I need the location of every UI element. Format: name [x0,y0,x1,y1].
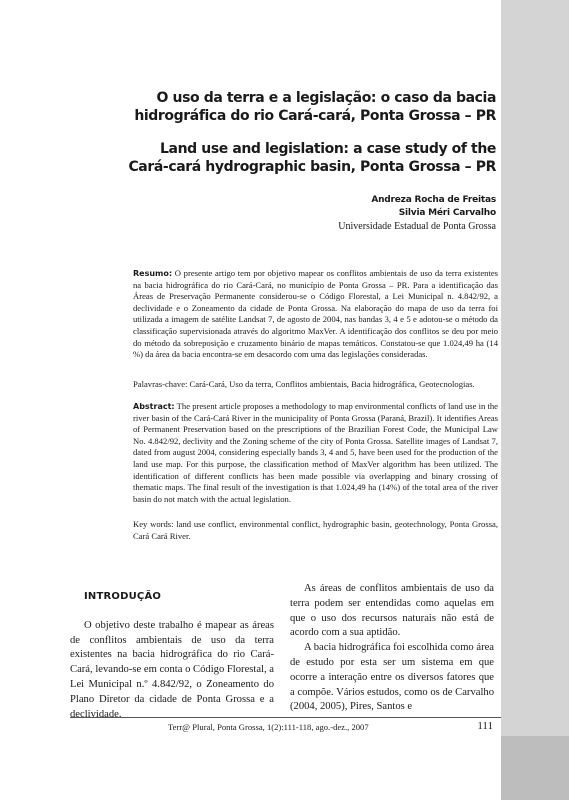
title-portuguese [134,89,496,125]
title-en-line: Cará-cará hydrographic basin, Ponta Grossa – PR [128,159,496,175]
footer-citation: Terr@ Plural, Ponta Grossa, 1(2):111-118, ago.-dez., 2007 [168,722,369,732]
author-name: Silvia Méri Carvalho [398,208,496,218]
abstract-label: Abstract: [133,402,175,411]
body-column-right [290,582,494,715]
page-number: 111 [477,720,493,732]
abstract-paragraph [133,401,498,505]
title-pt-line: hidrográfica do rio Cará-cará, Ponta Grossa – PR [134,108,496,124]
resumo-paragraph [133,268,498,361]
title-pt-line: O uso da terra e a legislação: o caso da bacia [156,90,496,106]
section-heading-introducao: INTRODUÇÃO [84,591,162,602]
resumo-label: Resumo: [133,269,173,278]
keywords: Key words: land use conflict, environmental conflict, hydrographic basin, geotechnology, Ponta Grossa, Cará Cará River. [133,519,498,541]
author-name: Andreza Rocha de Freitas [371,195,496,205]
body-paragraph: O objetivo deste trabalho é mapear as áreas de conflitos ambientais de uso da terra existentes na bacia hidrográfica do rio Cará-Cará, levando-se em conta o Código Florestal, a Lei Municipal n.º 4.842/92, o Zoneamento do Plano Diretor da cidade de Ponta Grossa e a declividade. [70,619,274,720]
institution: Universidade Estadual de Ponta Grossa [338,221,496,232]
side-bar-bottom [501,736,569,800]
title-english [128,140,496,176]
body-paragraph: As áreas de conflitos ambientais de uso da terra podem ser entendidas como aquelas em que o uso dos recursos naturais não está de acordo com a sua aptidão. [290,583,494,639]
footer-rule [70,717,501,718]
side-bar [501,0,569,800]
abstract-text: The present article proposes a methodology to map environmental conflicts of land use in the river basin of the Cará-Cará River in the municipality of Ponta Grossa (Paraná, Brazil). It identifies Areas of Permanent Preservation based on the prescriptions of the Brazilian Forest Code, the Municipal Law No. 4.842/92, declivity and the Zoning scheme of the city of Ponta Grossa. Satellite images of Landsat 7, dated from august 2004, considering especially bands 3, 4 and 5, have been used for the production of the land use map. For this purpose, the classification method of MaxVer algorithm has been utilized. The identification of different conflicts has been made possible via overlapping and binary crossing of thematic maps. The final result of the investigation is that 1.024,49 ha (14%) of the total area of the river basin do not match with the actual legislation. [133,401,498,504]
body-column-left [70,582,274,722]
palavras-chave: Palavras-chave: Cará-Cará, Uso da terra, Conflitos ambientais, Bacia hidrográfica, Geotecnologias. [133,379,475,389]
body-paragraph: A bacia hidrográfica foi escolhida como área de estudo por esta ser um sistema em que ocorre a interação entre os diversos fatores que a compõe. Vários estudos, como os de Carvalho (2004, 2005), Pires, Santos e [290,642,495,713]
resumo-text: O presente artigo tem por objetivo mapear os conflitos ambientais de uso da terra existentes na bacia hidrográfica do rio Cará-Cará, no município de Ponta Grossa – PR. Para a identificação das Áreas de Preservação Permanente considerou-se o Código Florestal, a Lei Municipal n. 4.842/92, a declividade e o Zoneamento da cidade de Ponta Grossa. Na elaboração do mapa de uso da terra foi utilizada a imagem de satélite Landsat 7, de agosto de 2004, nas bandas 3, 4 e 5 e adotou-se o método da classificação supervisionada através do algoritmo MaxVer. A identificação dos conflitos se deu por meio do método da sobreposição e cruzamento binário de mapas temáticos. Constatou-se que 1.024,49 ha (14 %) da área da bacia encontra-se em desacordo com uma das legislações consideradas. [133,268,498,360]
author-block [338,194,496,233]
title-en-line: Land use and legislation: a case study of the [160,141,496,157]
